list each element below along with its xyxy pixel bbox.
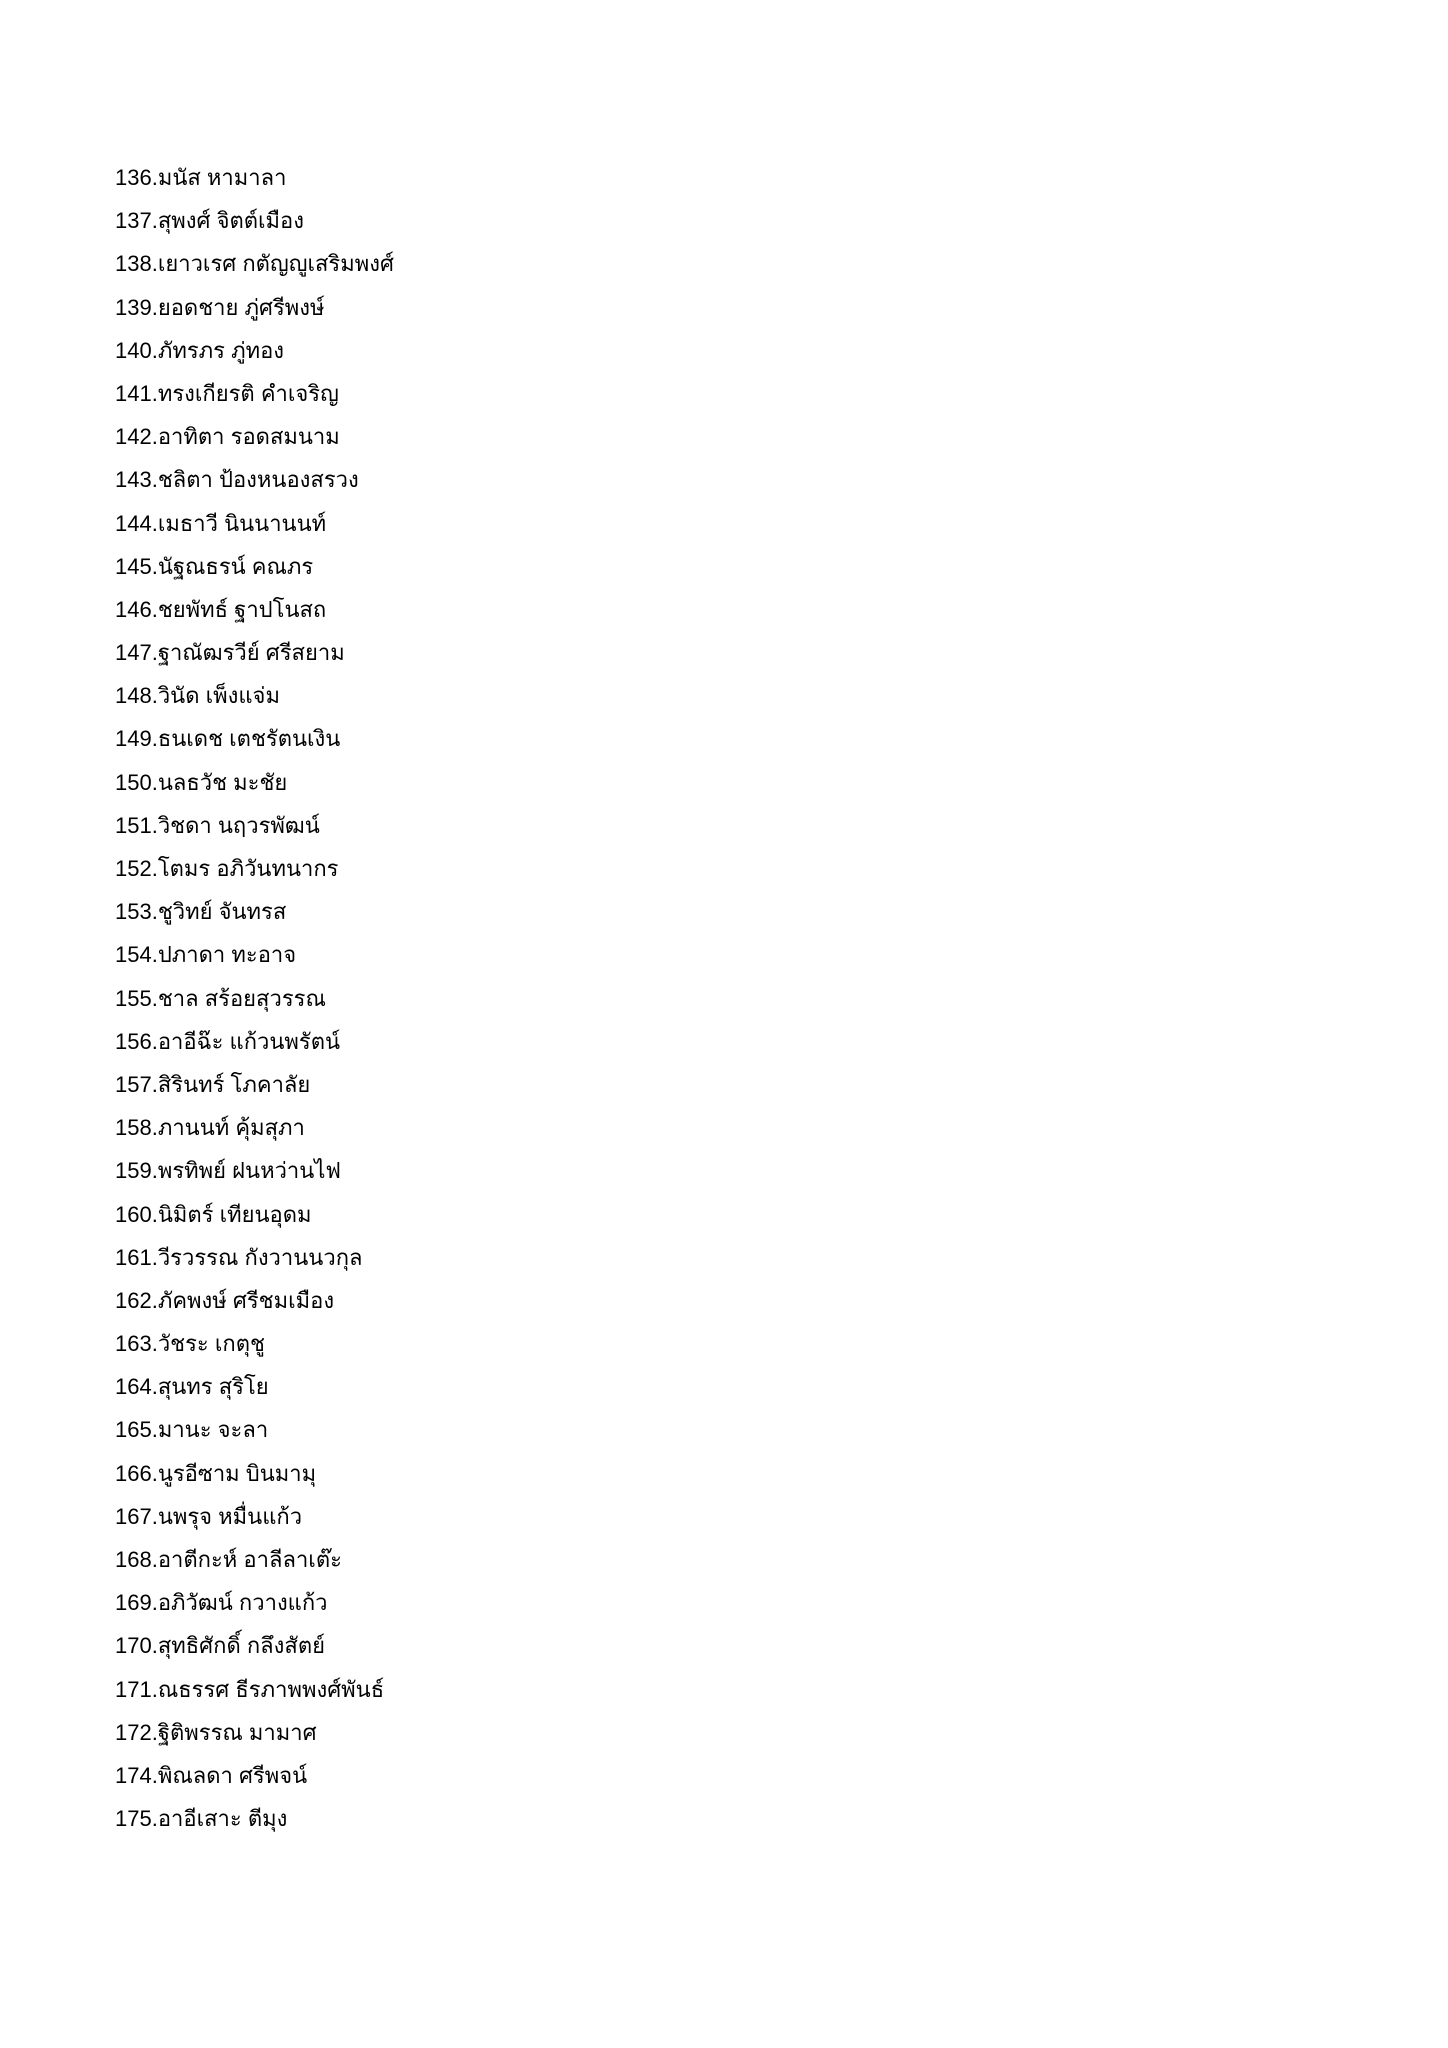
list-item: 150.นลธวัช มะชัย [115,769,288,795]
list-item: 171.ณธรรศ ธีรภาพพงศ์พันธ์ [115,1676,385,1702]
list-item: 168.อาตีกะห์ อาลีลาเต๊ะ [115,1547,342,1572]
list-item: 158.ภานนท์ คุ้มสุภา [115,1115,305,1141]
list-item: 144.เมธาวี นินนานนท์ [115,510,327,536]
list-item: 149.ธนเดช เตชรัตนเงิน [115,726,341,752]
list-item: 159.พรทิพย์ ฝนหว่านไฟ [115,1158,341,1184]
list-item: 141.ทรงเกียรติ คำเจริญ [115,380,339,406]
list-item: 145.นัฐณธรน์ คณภร [115,553,314,579]
list-item: 137.สุพงศ์ จิตต์เมือง [115,208,305,234]
name-list [115,156,394,1840]
list-item: 152.โตมร อภิวันทนากร [115,856,339,881]
list-item: 164.สุนทร สุริโย [115,1374,269,1400]
list-item: 155.ชาล สร้อยสุวรรณ [115,985,326,1011]
list-item: 157.สิรินทร์ โภคาลัย [115,1071,311,1097]
list-item: 161.วีรวรรณ กังวานนวกุล [115,1244,363,1270]
list-item: 142.อาทิตา รอดสมนาม [115,424,340,450]
list-item: 139.ยอดชาย ภู่ศรีพงษ์ [115,294,325,320]
list-item: 166.นูรอีซาม บินมามุ [115,1460,317,1486]
list-item: 170.สุทธิศักดิ์ กลึงสัตย์ [115,1633,326,1659]
list-item: 146.ชยพัทธ์ ฐาปโนสถ [115,596,327,622]
list-item: 163.วัชระ เกตุชู [115,1331,265,1357]
list-item: 175.อาอีเสาะ ตีมุง [115,1806,288,1832]
list-item: 169.อภิวัฒน์ กวางแก้ว [115,1590,328,1616]
list-item: 148.วินัด เพ็งแจ่ม [115,683,280,709]
list-item: 154.ปภาดา ทะอาจ [115,942,297,968]
list-item: 162.ภัคพงษ์ ศรีชมเมือง [115,1287,335,1313]
list-item: 174.พิณลดา ศรีพจน์ [115,1762,308,1788]
list-item: 140.ภัทรภร ภู่ทอง [115,337,285,363]
list-item: 138.เยาวเรศ กตัญญูเสริมพงศ์ [115,251,394,277]
list-item: 160.นิมิตร์ เทียนอุดม [115,1201,312,1227]
list-item: 156.อาอีฉ๊ะ แก้วนพรัตน์ [115,1028,341,1054]
list-item: 167.นพรุจ หมื่นแก้ว [115,1503,303,1529]
list-item: 165.มานะ จะลา [115,1417,269,1443]
list-item: 147.ฐาณัฒรวีย์ ศรีสยาม [115,640,345,666]
list-item: 136.มนัส หามาลา [115,165,287,190]
list-item: 151.วิชดา นฤวรพัฒน์ [115,812,320,838]
list-item: 143.ชลิตา ป้องหนองสรวง [115,467,359,493]
list-item: 172.ฐิติพรรณ มามาศ [115,1719,317,1745]
list-item: 153.ชูวิทย์ จันทรส [115,899,287,925]
